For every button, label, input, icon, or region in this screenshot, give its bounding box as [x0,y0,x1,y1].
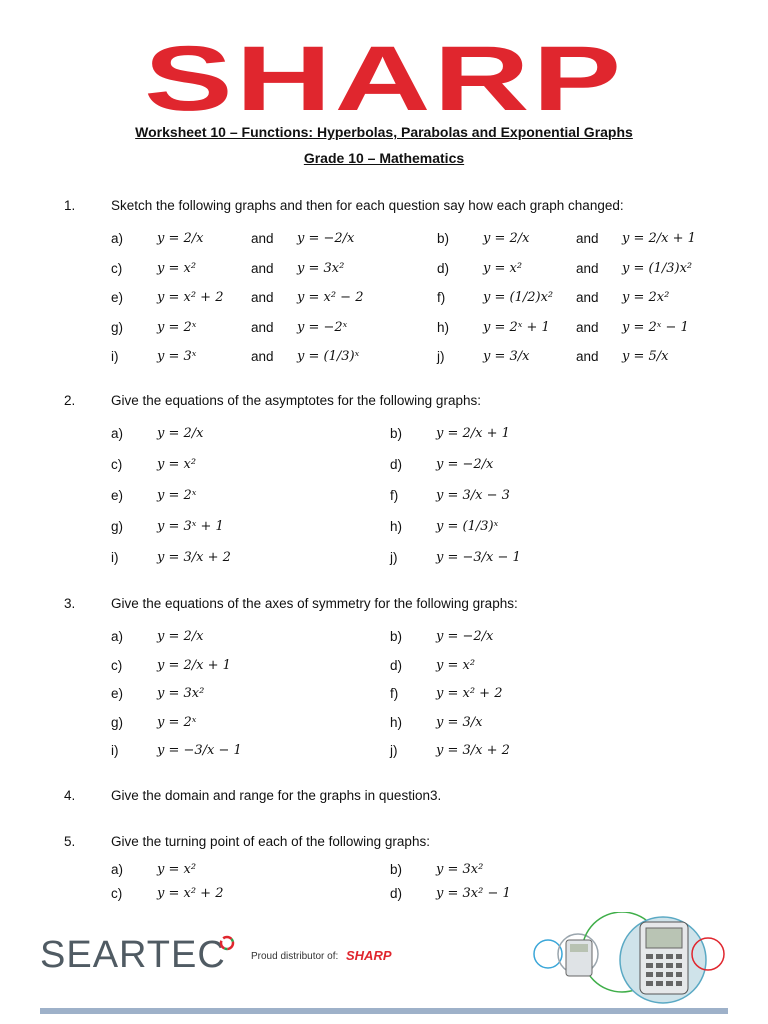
subquestion-label: i) [111,550,119,565]
subquestion-row [0,320,768,342]
subquestion-label: b) [437,231,450,246]
equation: y = 3x² [436,862,484,877]
equation: y = 2/x [483,231,530,246]
footer-brand: SHARP [346,948,392,963]
equation: y = −2/x [436,457,494,472]
subquestion-label: f) [437,290,446,305]
equation: y = 3x² − 1 [436,886,511,901]
equation: y = 3ˣ + 1 [157,519,224,534]
subquestion-label: j) [437,349,445,364]
and-word: and [251,349,274,364]
question-number: 2. [64,393,76,408]
seartec-logo-icon [218,934,236,952]
subquestion-label: h) [437,319,450,335]
subquestion-label: a) [111,862,124,877]
and-word: and [251,290,274,305]
equation: y = 5/x [622,349,669,364]
subquestion-label: e) [111,488,124,503]
equation: y = x² [157,862,197,877]
subquestion-row [0,231,768,253]
subquestion-row [0,261,768,283]
equation: y = −3/x − 1 [436,550,521,565]
subquestion-label: d) [437,260,450,276]
subquestion-label: a) [111,426,124,441]
equation: y = 2/x + 1 [622,231,696,246]
equation: y = −2/x [297,231,355,246]
subquestion-label: b) [390,426,403,441]
equation: y = x² + 2 [157,886,224,901]
subquestion-label: j) [390,550,398,565]
question-text: Give the equations of the axes of symmetry for the following graphs: [111,596,518,611]
footer-tagline: Proud distributor of: [251,951,339,962]
subquestion-row [0,629,768,651]
sharp-logo [140,40,628,120]
equation: y = 3/x [483,349,530,364]
question-text: Give the turning point of each of the following graphs: [111,834,430,849]
subquestion-label: c) [111,657,123,673]
equation: y = 3/x [436,714,483,730]
subquestion-row [0,488,768,510]
subquestion-label: f) [390,488,399,503]
equation: y = 3x² [157,686,205,701]
subquestion-row [0,519,768,541]
and-word: and [576,319,599,335]
worksheet-title: Worksheet 10 – Functions: Hyperbolas, Parabolas and Exponential Graphs [135,124,633,140]
question-number: 3. [64,596,76,611]
subquestion-label: d) [390,657,403,673]
question-text: Sketch the following graphs and then for each question say how each graph changed: [111,198,624,213]
question-text: Give the equations of the asymptotes for the following graphs: [111,393,481,408]
subquestion-row [0,550,768,572]
worksheet-subtitle: Grade 10 – Mathematics [303,150,465,166]
equation: y = 2/x [157,231,204,246]
equation: y = x² + 2 [157,290,224,305]
equation: y = 2ˣ [157,319,197,335]
and-word: and [251,260,274,276]
subquestion-label: h) [390,519,403,534]
and-word: and [251,319,274,335]
equation: y = x² [483,260,523,276]
equation: y = x² + 2 [436,686,503,701]
equation: y = x² − 2 [297,290,364,305]
equation: y = 2/x [157,629,204,644]
equation: y = x² [157,260,197,276]
equation: y = 2/x [157,426,204,441]
question-number: 5. [64,834,76,849]
subquestion-row [0,862,768,884]
equation: y = x² [436,657,476,673]
subquestion-label: b) [390,629,403,644]
subquestion-row [0,457,768,479]
equation: y = −2/x [436,629,494,644]
subquestion-label: h) [390,714,403,730]
equation: y = 2ˣ [157,488,197,503]
equation: y = x² [157,457,197,472]
question-number: 4. [64,788,76,803]
subquestion-label: j) [390,743,398,758]
equation: y = (1/2)x² [483,290,554,305]
subquestion-row [0,426,768,448]
and-word: and [576,260,599,276]
and-word: and [576,349,599,364]
subquestion-label: g) [111,519,124,534]
equation: y = (1/3)ˣ [436,519,499,534]
subquestion-label: c) [111,260,123,276]
subquestion-label: d) [390,886,403,901]
subquestion-row [0,290,768,312]
question-text: Give the domain and range for the graphs in question3. [111,788,442,803]
equation: y = 2ˣ + 1 [483,319,550,335]
subquestion-row [0,886,768,908]
and-word: and [576,231,599,246]
equation: y = (1/3)ˣ [297,349,360,364]
subquestion-label: a) [111,629,124,644]
equation: y = 2x² [622,290,670,305]
and-word: and [576,290,599,305]
equation: y = 3/x + 2 [157,550,231,565]
subquestion-label: c) [111,457,123,472]
equation: y = 2ˣ − 1 [622,319,689,335]
subquestion-label: g) [111,319,124,335]
equation: y = 3ˣ [157,349,197,364]
subquestion-label: i) [111,743,119,758]
subquestion-label: a) [111,231,124,246]
subquestion-label: i) [111,349,119,364]
seartec-logo: SEARTEC [40,934,226,976]
equation: y = (1/3)x² [622,260,693,276]
subquestion-row [0,686,768,708]
subquestion-label: f) [390,686,399,701]
subquestion-row [0,349,768,371]
subquestion-row [0,743,768,765]
subquestion-label: d) [390,457,403,472]
calculator-graphic [528,912,732,1008]
footer-divider [40,1008,728,1014]
equation: y = 3/x + 2 [436,743,510,758]
question-number: 1. [64,198,76,213]
equation: y = 2/x + 1 [436,426,510,441]
equation: y = 2ˣ [157,714,197,730]
subquestion-label: e) [111,686,124,701]
subquestion-label: g) [111,714,124,730]
equation: y = 3x² [297,260,345,276]
equation: y = 3/x − 3 [436,488,510,503]
subquestion-row [0,658,768,680]
equation: y = 2/x + 1 [157,657,231,673]
subquestion-label: e) [111,290,124,305]
subquestion-label: b) [390,862,403,877]
and-word: and [251,231,274,246]
sharp-logo-text: SHARP [144,40,624,120]
equation: y = −2ˣ [297,319,348,335]
subquestion-label: c) [111,886,123,901]
equation: y = −3/x − 1 [157,743,242,758]
subquestion-row [0,715,768,737]
